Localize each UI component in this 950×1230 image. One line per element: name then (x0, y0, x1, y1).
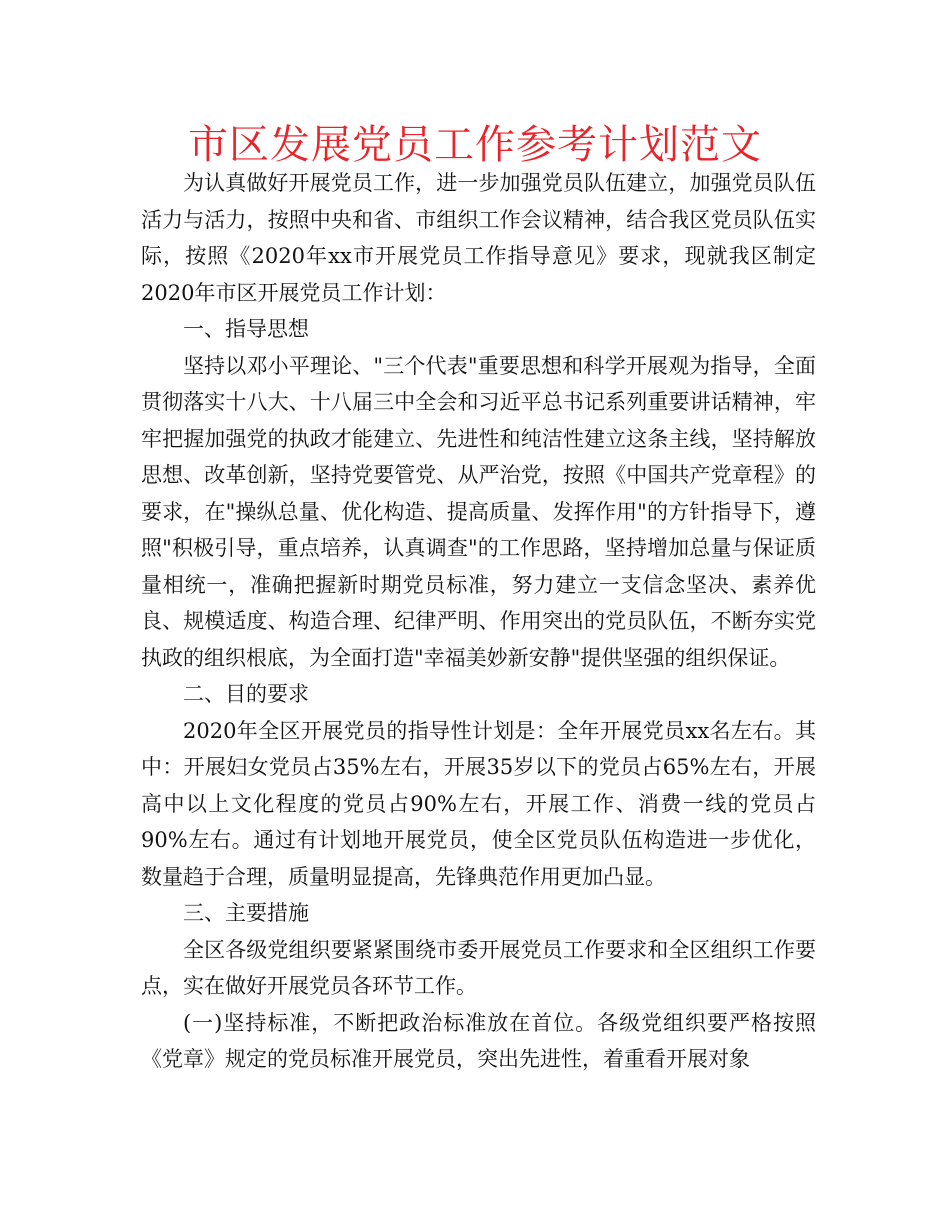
goals-paragraph: 2020年全区开展党员的指导性计划是：全年开展党员xx名左右。其中：开展妇女党员占35%左右，开展35岁以下的党员占65%左右，开展高中以上文化程度的党员占90%左右，开展工作、消费一线的党员占90%左右。通过有计划地开展党员，使全区党员队伍构造进一步优化，数量趋于合理，质量明显提高，先锋典范作用更加凸显。 (141, 718, 816, 889)
guiding-ideology-paragraph: 坚持以邓小平理论、"三个代表"重要思想和科学开展观为指导，全面贯彻落实十八大、十八届三中全会和习近平总书记系列重要讲话精神，牢牢把握加强党的执政才能建立、先进性和纯洁性建立这条主线，坚持解放思想、改革创新，坚持党要管党、从严治党，按照《中国共产党章程》的要求，在"操纵总量、优化构造、提高质量、发挥作用"的方针指导下，遵照"积极引导，重点培养，认真调查"的工作思路，坚持增加总量与保证质量相统一，准确把握新时期党员标准，努力建立一支信念坚决、素养优良、规模适度、构造合理、纪律严明、作用突出的党员队伍，不断夯实党执政的组织根底，为全面打造"幸福美妙新安静"提供坚强的组织保证。 (141, 353, 816, 670)
section-heading-measures: 三、主要措施 (183, 901, 309, 925)
document-title: 市区发展党员工作参考计划范文 (188, 122, 762, 168)
document-body (141, 165, 816, 1078)
measures-item-1-paragraph: (一)坚持标准，不断把政治标准放在首位。各级党组织要严格按照《党章》规定的党员标准开展党员，突出先进性，着重看开展对象 (141, 1010, 816, 1071)
intro-paragraph: 为认真做好开展党员工作，进一步加强党员队伍建立，加强党员队伍活力与活力，按照中央和省、市组织工作会议精神，结合我区党员队伍实际，按照《2020年xx市开展党员工作指导意见》要求，现就我区制定2020年市区开展党员工作计划： (141, 171, 816, 305)
measures-intro-paragraph: 全区各级党组织要紧紧围绕市委开展党员工作要求和全区组织工作要点，实在做好开展党员各环节工作。 (141, 937, 816, 998)
section-heading-goals: 二、目的要求 (183, 682, 309, 706)
section-heading-guiding-ideology: 一、指导思想 (183, 317, 309, 341)
